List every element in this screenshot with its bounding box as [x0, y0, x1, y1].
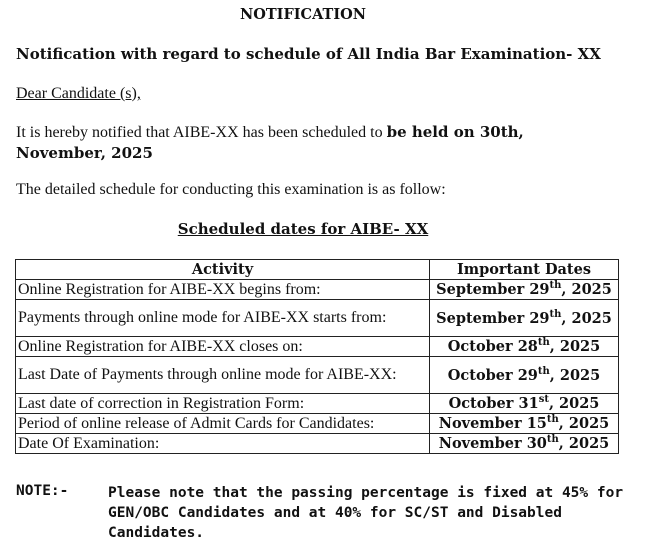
date-cell: September 29th, 2025 — [430, 280, 619, 300]
table-header-row — [16, 260, 619, 280]
table-row — [16, 280, 619, 300]
table-row — [16, 394, 619, 414]
table-row — [16, 414, 619, 434]
schedule-title: Scheduled dates for AIBE- XX — [177, 220, 429, 238]
table-row — [16, 337, 619, 357]
salutation: Dear Candidate (s), — [16, 85, 141, 102]
table-row — [16, 300, 619, 337]
schedule-intro-paragraph: The detailed schedule for conducting this examination is as follow: — [16, 181, 446, 198]
table-row — [16, 434, 619, 454]
note-label: NOTE:- — [16, 483, 69, 499]
date-cell: October 31st, 2025 — [430, 394, 619, 414]
activity-column-header: Activity — [16, 260, 430, 280]
activity-cell: Online Registration for AIBE-XX begins from: — [16, 280, 430, 300]
activity-cell: Last date of correction in Registration Form: — [16, 394, 430, 414]
date-cell: October 29th, 2025 — [430, 357, 619, 394]
activity-cell: Date Of Examination: — [16, 434, 430, 454]
intro-text: It is hereby notified that AIBE-XX has been scheduled to — [16, 124, 387, 141]
activity-cell: Online Registration for AIBE-XX closes on: — [16, 337, 430, 357]
activity-cell: Period of online release of Admit Cards for Candidates: — [16, 414, 430, 434]
activity-cell: Last Date of Payments through online mode for AIBE-XX: — [16, 357, 430, 394]
date-cell: November 15th, 2025 — [430, 414, 619, 434]
dates-column-header: Important Dates — [430, 260, 619, 280]
date-cell: September 29th, 2025 — [430, 300, 619, 337]
notification-heading: NOTIFICATION — [240, 6, 366, 23]
intro-paragraph — [16, 122, 616, 164]
exam-date-highlight: be held on 30th, November, 2025 — [16, 123, 524, 162]
schedule-table — [15, 259, 619, 454]
date-cell: October 28th, 2025 — [430, 337, 619, 357]
table-row — [16, 357, 619, 394]
date-cell: November 30th, 2025 — [430, 434, 619, 454]
notification-subject: Notification with regard to schedule of All India Bar Examination- XX — [16, 45, 601, 63]
activity-cell: Payments through online mode for AIBE-XX starts from: — [16, 300, 430, 337]
note-text: Please note that the passing percentage is fixed at 45% for GEN/OBC Candidates and at 40% for SC/ST and Disabled Candidates. — [108, 485, 624, 541]
